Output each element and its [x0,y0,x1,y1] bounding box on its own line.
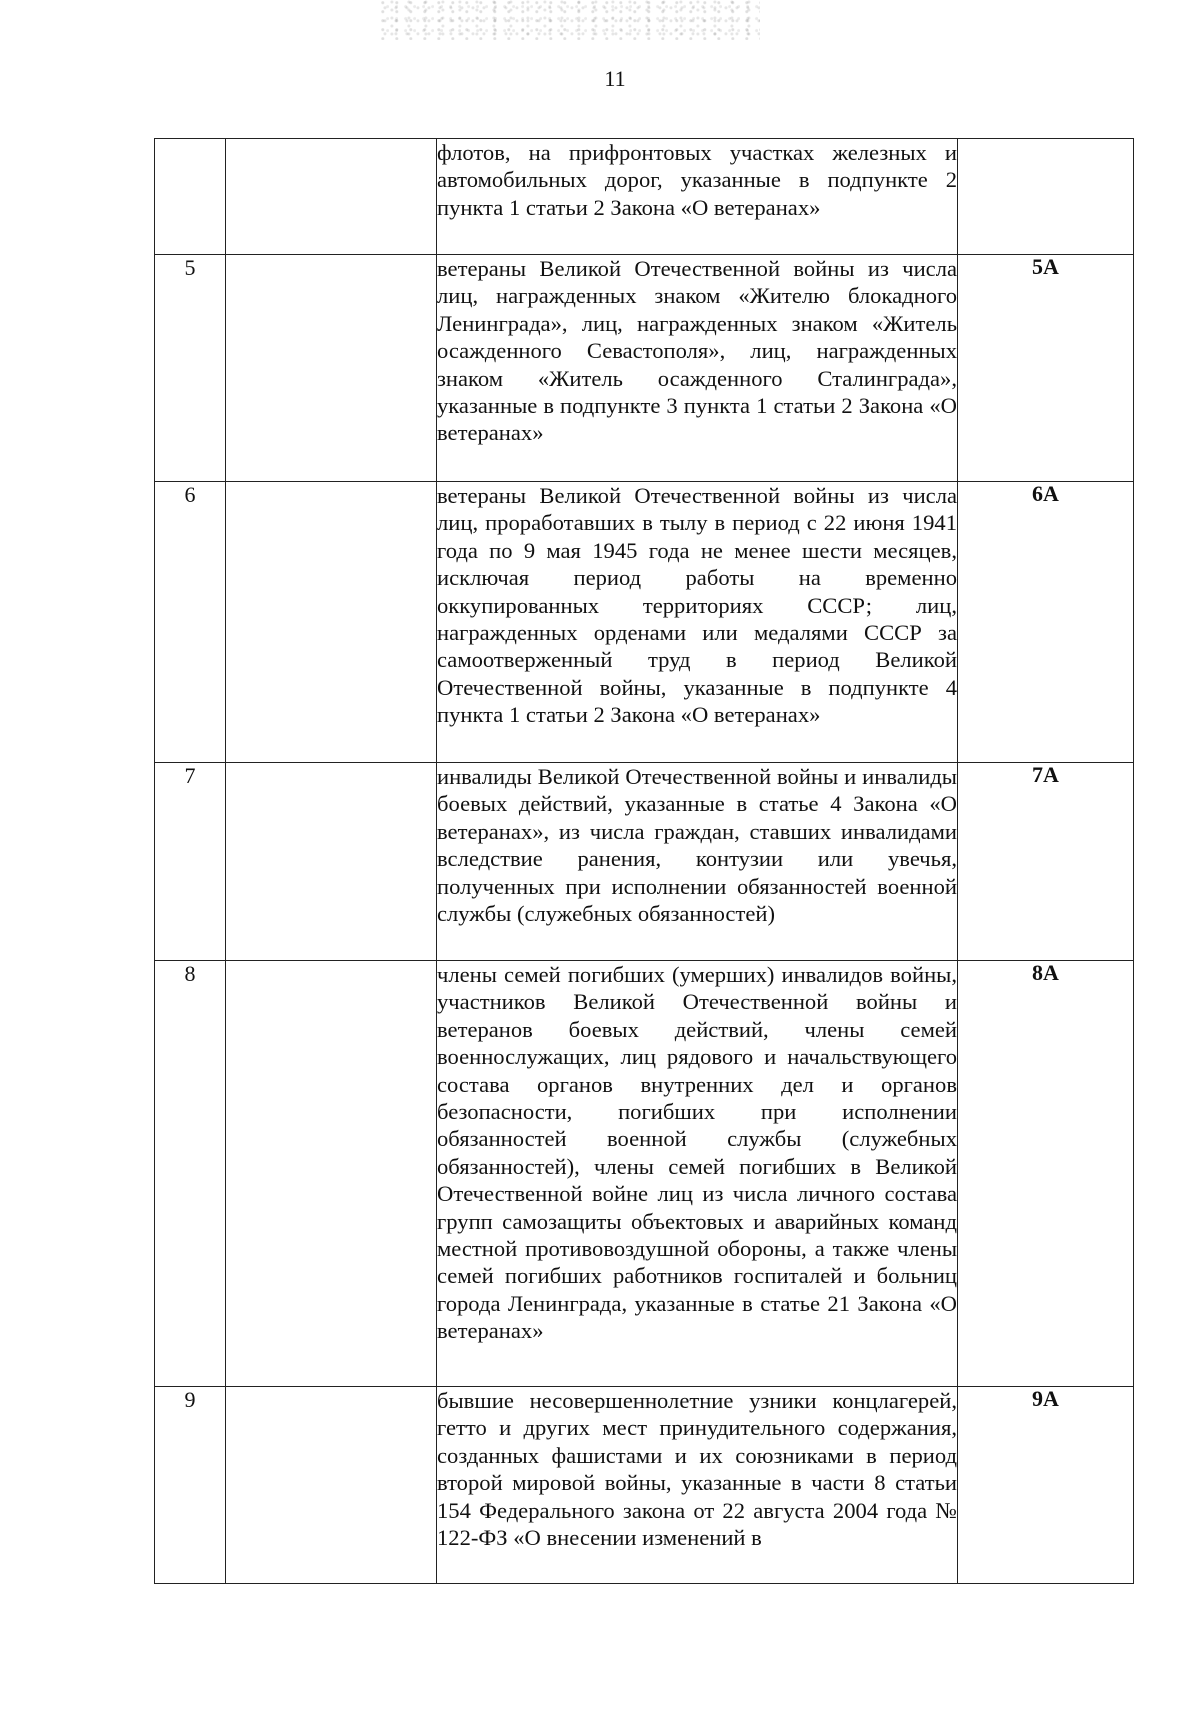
row-number: 7 [155,763,226,961]
empty-cell [226,482,437,763]
empty-cell [226,139,437,255]
row-description: ветераны Великой Отечественной войны из числа лиц, награжденных знаком «Жителю блокадного Ленинграда», лиц, награжденных знаком «Житель осажденного Севастополя», лиц, награжденных знаком «Житель осажденного Сталинграда», указанные в подпункте 3 пункта 1 статьи 2 Закона «О ветеранах» [437,255,958,482]
row-description: инвалиды Великой Отечественной войны и инвалиды боевых действий, указанные в статье 4 Закона «О ветеранах», из числа граждан, ставших инвалидами вследствие ранения, контузии или увечья, полученных при исполнении обязанностей военной службы (служебных обязанностей) [437,763,958,961]
row-code: 7А [958,763,1134,961]
table-row [155,255,1134,482]
row-code: 5А [958,255,1134,482]
page-number: 11 [604,66,626,91]
row-description: ветераны Великой Отечественной войны из числа лиц, проработавших в тылу в период с 22 июня 1941 года по 9 мая 1945 года не менее шести месяцев, исключая период работы на временно оккупированных территориях СССР; лиц, награжденных орденами или медалями СССР за самоотверженный труд в период Великой Отечественной войны, указанные в подпункте 4 пункта 1 статьи 2 Закона «О ветеранах» [437,482,958,763]
table-row [155,961,1134,1387]
scan-noise [380,0,760,40]
empty-cell [226,961,437,1387]
table-row [155,763,1134,961]
row-description: члены семей погибших (умерших) инвалидов войны, участников Великой Отечественной войны и ветеранов боевых действий, члены семей военнослужащих, лиц рядового и начальствующего состава органов внутренних дел и органов безопасности, погибших при исполнении обязанностей военной службы (служебных обязанностей), члены семей погибших в Великой Отечественной войне лиц из числа личного состава групп самозащиты объектовых и аварийных команд местной противовоздушной обороны, а также члены семей погибших работников госпиталей и больниц города Ленинграда, указанные в статье 21 Закона «О ветеранах» [437,961,958,1387]
table-row [155,139,1134,255]
table-row [155,482,1134,763]
empty-cell [226,1387,437,1584]
row-code: 9А [958,1387,1134,1584]
row-code [958,139,1134,255]
table-row [155,1387,1134,1584]
row-code: 8А [958,961,1134,1387]
row-code: 6А [958,482,1134,763]
row-number: 5 [155,255,226,482]
empty-cell [226,255,437,482]
row-number [155,139,226,255]
empty-cell [226,763,437,961]
row-description: бывшие несовершеннолетние узники концлагерей, гетто и других мест принудительного содержания, созданных фашистами и их союзниками в период второй мировой войны, указанные в части 8 статьи 154 Федерального закона от 22 августа 2004 года № 122-ФЗ «О внесении изменений в [437,1387,958,1584]
benefits-table [154,138,1134,1584]
row-number: 6 [155,482,226,763]
row-number: 9 [155,1387,226,1584]
row-description: флотов, на прифронтовых участках железных и автомобильных дорог, указанные в подпункте 2 пункта 1 статьи 2 Закона «О ветеранах» [437,139,958,255]
row-number: 8 [155,961,226,1387]
